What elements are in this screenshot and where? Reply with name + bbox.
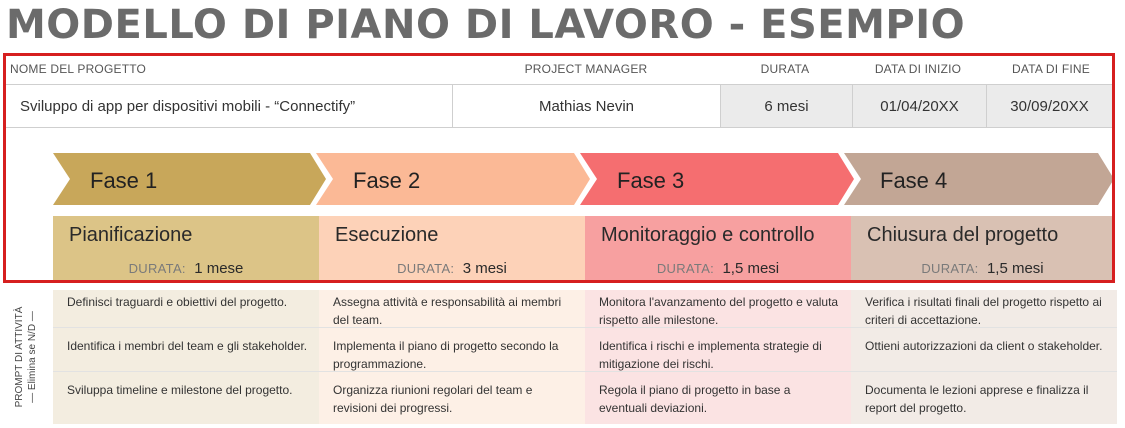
- task-column-1: [53, 290, 319, 424]
- phase-name: Pianificazione: [69, 224, 193, 246]
- phase-box-pianificazione: [53, 216, 319, 280]
- phase-label-4: Fase 4: [880, 168, 948, 193]
- phase-name: Esecuzione: [335, 224, 439, 246]
- phase-name: Chiusura del progetto: [867, 224, 1059, 246]
- project-manager-label: PROJECT MANAGER: [524, 62, 648, 76]
- task-item[interactable]: Organizza riunioni regolari del team e revisioni dei progressi.: [333, 383, 533, 415]
- start-date-label: DATA DI INIZIO: [874, 62, 962, 76]
- task-prompt-label: PROMPT DI ATTIVITÀ — Elimina se N/D —: [14, 306, 38, 408]
- phase-duration: DURATA: 3 mesi: [397, 260, 507, 277]
- project-name-label: NOME DEL PROGETTO: [10, 62, 147, 76]
- task-item[interactable]: Definisci traguardi e obiettivi del progetto.: [53, 290, 319, 328]
- phase-box-chiusura: [851, 216, 1114, 280]
- page-title: MODELLO DI PIANO DI LAVORO - ESEMPIO: [6, 2, 966, 48]
- duration-label: DURATA: [760, 62, 810, 76]
- task-prompt-sidebar: [4, 290, 48, 424]
- task-item[interactable]: Verifica i risultati finali del progetto rispetto ai criteri di accettazione.: [851, 290, 1117, 328]
- project-manager-value[interactable]: Mathias Nevin: [452, 85, 720, 127]
- task-column-2: [319, 290, 585, 424]
- end-date-label: DATA DI FINE: [1012, 62, 1090, 76]
- end-date-value[interactable]: 30/09/20XX: [986, 85, 1112, 127]
- phase-box-monitoraggio: [585, 216, 851, 280]
- duration-value[interactable]: 6 mesi: [720, 85, 852, 127]
- task-item[interactable]: Identifica i membri del team e gli stakeholder.: [53, 334, 319, 372]
- task-column-3: [585, 290, 851, 424]
- task-item[interactable]: Regola il piano di progetto in base a eventuali deviazioni.: [599, 383, 791, 415]
- task-item[interactable]: Assegna attività e responsabilità ai membri del team.: [319, 290, 585, 328]
- phase-name: Monitoraggio e controllo: [601, 224, 815, 246]
- project-info-bar: [6, 84, 1112, 128]
- project-name-value[interactable]: Sviluppo di app per dispositivi mobili - “Connectify”: [20, 97, 356, 115]
- task-item[interactable]: Sviluppa timeline e milestone del progetto.: [67, 383, 293, 397]
- phase-label-3: Fase 3: [617, 168, 685, 193]
- task-item[interactable]: Documenta le lezioni apprese e finalizza il report del progetto.: [865, 383, 1089, 415]
- phase-duration: DURATA: 1,5 mesi: [921, 260, 1044, 277]
- phase-label-1: Fase 1: [90, 168, 158, 193]
- task-item[interactable]: Implementa il piano di progetto secondo la programmazione.: [319, 334, 585, 372]
- task-item[interactable]: Identifica i rischi e implementa strategie di mitigazione dei rischi.: [585, 334, 851, 372]
- start-date-value[interactable]: 01/04/20XX: [852, 85, 986, 127]
- task-column-4: [851, 290, 1117, 424]
- phase-label-2: Fase 2: [353, 168, 421, 193]
- phase-arrows: [0, 150, 1125, 208]
- phase-duration: DURATA: 1 mese: [128, 260, 244, 277]
- phase-duration: DURATA: 1,5 mesi: [656, 260, 780, 277]
- task-item[interactable]: Monitora l'avanzamento del progetto e valuta rispetto alle milestone.: [585, 290, 851, 328]
- task-item[interactable]: Ottieni autorizzazioni da client o stakeholder.: [851, 334, 1117, 372]
- phase-box-esecuzione: [319, 216, 585, 280]
